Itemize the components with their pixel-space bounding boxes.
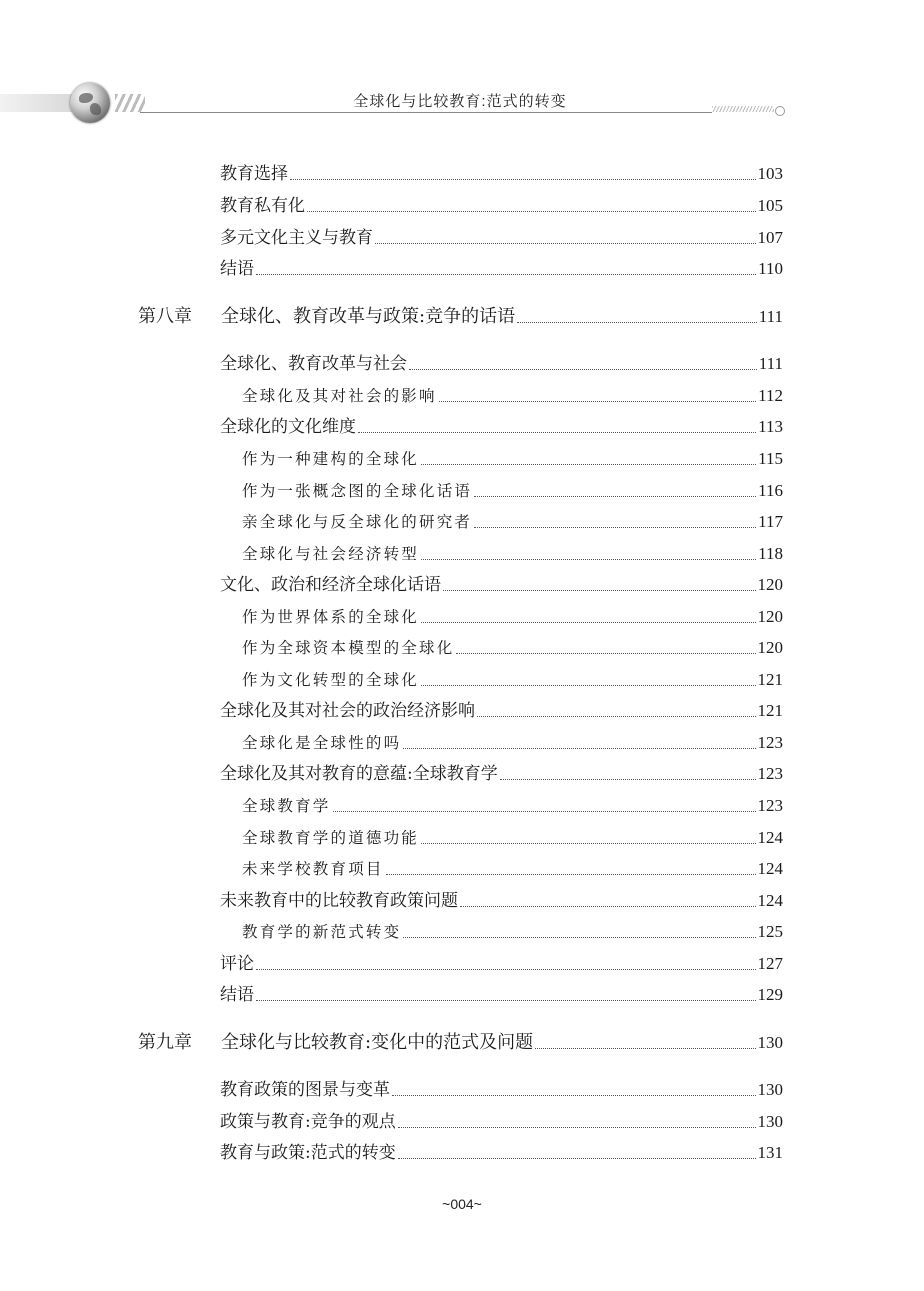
toc-entry-title: 教育与政策:范式的转变	[220, 1143, 396, 1163]
toc-entry-title: 全球化及其对社会的政治经济影响	[220, 701, 475, 721]
toc-entry-page: 115	[758, 449, 783, 468]
toc-entry-page: 120	[757, 575, 783, 594]
toc-entry-title: 全球化、教育改革与政策:竞争的话语	[221, 306, 516, 327]
toc-subsection-entry	[242, 918, 783, 942]
toc-entry-page: 103	[757, 164, 783, 183]
dot-leader	[421, 843, 755, 844]
toc-entry-page: 120	[757, 607, 783, 626]
toc-entry-title: 全球化与比较教育:变化中的范式及问题	[221, 1032, 534, 1053]
toc-section-entry	[220, 255, 783, 279]
toc-entry-page: 116	[758, 481, 783, 500]
page-number: ~004~	[442, 1196, 482, 1212]
toc-section-entry	[220, 1108, 783, 1132]
toc-entry-page: 124	[757, 828, 783, 847]
dot-leader	[398, 1158, 756, 1159]
dot-leader	[403, 937, 755, 938]
dot-leader	[474, 527, 756, 528]
toc-entry-page: 123	[757, 764, 783, 783]
toc-chapter-entry	[138, 303, 783, 327]
dot-leader	[307, 211, 756, 212]
toc-entry-page: 107	[757, 228, 783, 247]
dot-leader	[398, 1127, 756, 1128]
toc-section-entry	[220, 981, 783, 1005]
toc-entry-title: 未来学校教育项目	[242, 860, 384, 878]
globe-icon	[70, 83, 110, 123]
dot-leader	[375, 243, 756, 244]
dot-leader	[256, 969, 756, 970]
toc-entry-title: 全球化是全球性的吗	[242, 734, 402, 752]
toc-subsection-entry	[242, 634, 783, 658]
dot-leader	[256, 1000, 756, 1001]
dot-leader	[421, 559, 756, 560]
toc-entry-title: 全球教育学的道德功能	[242, 829, 420, 847]
dot-leader	[421, 685, 755, 686]
toc-section-entry	[220, 350, 783, 374]
dot-leader	[535, 1048, 755, 1049]
toc-entry-title: 作为世界体系的全球化	[242, 608, 420, 626]
toc-section-entry	[220, 413, 783, 437]
chapter-number: 第九章	[138, 1032, 192, 1053]
dot-leader	[439, 401, 756, 402]
toc-entry-page: 124	[757, 891, 783, 910]
header-rule	[140, 112, 712, 113]
toc-entry-title: 全球化、教育改革与社会	[220, 354, 407, 374]
toc-subsection-entry	[242, 477, 783, 501]
toc-section-entry	[220, 887, 783, 911]
header-hatch-decoration	[712, 106, 774, 112]
toc-section-entry	[220, 192, 783, 216]
toc-subsection-entry	[242, 666, 783, 690]
toc-entry-page: 111	[758, 354, 783, 373]
toc-entry-title: 作为一种建构的全球化	[242, 450, 420, 468]
dot-leader	[386, 874, 756, 875]
toc-entry-page: 130	[757, 1112, 783, 1131]
toc-section-entry	[220, 697, 783, 721]
dot-leader	[421, 622, 755, 623]
toc-entry-title: 全球化及其对社会的影响	[242, 387, 437, 405]
toc-entry-title: 教育政策的图景与变革	[220, 1080, 390, 1100]
dot-leader	[409, 369, 757, 370]
toc-subsection-entry	[242, 855, 783, 879]
toc-subsection-entry	[242, 540, 783, 564]
toc-entry-title: 作为全球资本模型的全球化	[242, 639, 455, 657]
dot-leader	[460, 906, 756, 907]
toc-entry-page: 117	[758, 512, 783, 531]
toc-entry-page: 121	[757, 701, 783, 720]
toc-entry-title: 教育私有化	[220, 196, 305, 216]
toc-entry-title: 作为文化转型的全球化	[242, 671, 420, 689]
toc-entry-page: 125	[757, 922, 783, 941]
toc-subsection-entry	[242, 792, 783, 816]
toc-section-entry	[220, 1139, 783, 1163]
toc-entry-title: 评论	[220, 954, 254, 974]
book-title: 全球化与比较教育:范式的转变	[353, 93, 567, 110]
toc-subsection-entry	[242, 382, 783, 406]
dot-leader	[500, 779, 756, 780]
dot-leader	[477, 716, 756, 717]
dot-leader	[358, 432, 756, 433]
toc-entry-page: 112	[758, 386, 783, 405]
toc-entry-page: 129	[757, 985, 783, 1004]
toc-entry-title: 结语	[220, 259, 254, 279]
toc-section-entry	[220, 950, 783, 974]
toc-entry-page: 118	[758, 544, 783, 563]
toc-section-entry	[220, 760, 783, 784]
toc-entry-page: 124	[757, 859, 783, 878]
toc-entry-title: 全球教育学	[242, 797, 331, 815]
dot-leader	[421, 464, 756, 465]
running-header	[0, 72, 924, 132]
toc-entry-title: 教育学的新范式转变	[242, 923, 402, 941]
dot-leader	[517, 322, 757, 323]
toc-entry-title: 政策与教育:竞争的观点	[220, 1112, 396, 1132]
header-circle-icon	[775, 106, 785, 116]
toc-entry-title: 全球化及其对教育的意蕴:全球教育学	[220, 764, 498, 784]
toc-section-entry	[220, 224, 783, 248]
toc-entry-title: 作为一张概念图的全球化话语	[242, 482, 473, 500]
toc-entry-page: 111	[758, 307, 783, 326]
toc-entry-title: 文化、政治和经济全球化话语	[220, 575, 441, 595]
toc-entry-page: 121	[757, 670, 783, 689]
dot-leader	[443, 590, 756, 591]
toc-subsection-entry	[242, 603, 783, 627]
dot-leader	[474, 496, 756, 497]
toc-entry-title: 全球化与社会经济转型	[242, 545, 420, 563]
toc-subsection-entry	[242, 729, 783, 753]
toc-section-entry	[220, 1076, 783, 1100]
dot-leader	[403, 748, 755, 749]
toc-entry-page: 130	[757, 1080, 783, 1099]
toc-entry-page: 110	[758, 259, 783, 278]
dot-leader	[456, 653, 755, 654]
dot-leader	[256, 274, 756, 275]
toc-chapter-entry	[138, 1029, 783, 1053]
toc-entry-title: 亲全球化与反全球化的研究者	[242, 513, 473, 531]
toc-subsection-entry	[242, 824, 783, 848]
toc-entry-page: 123	[757, 796, 783, 815]
toc-subsection-entry	[242, 508, 783, 532]
toc-entry-page: 105	[757, 196, 783, 215]
toc-entry-title: 未来教育中的比较教育政策问题	[220, 891, 458, 911]
dot-leader	[290, 179, 756, 180]
toc-entry-page: 131	[757, 1143, 783, 1162]
toc-entry-page: 127	[757, 954, 783, 973]
toc-entry-page: 130	[757, 1033, 783, 1052]
dot-leader	[392, 1095, 756, 1096]
toc-entry-title: 教育选择	[220, 164, 288, 184]
toc-entry-page: 113	[758, 417, 783, 436]
toc-entry-page: 120	[757, 638, 783, 657]
toc-subsection-entry	[242, 445, 783, 469]
toc-section-entry	[220, 160, 783, 184]
toc-section-entry	[220, 571, 783, 595]
toc-entry-title: 全球化的文化维度	[220, 417, 356, 437]
header-slash-decoration	[115, 94, 145, 112]
toc-entry-page: 123	[757, 733, 783, 752]
chapter-number: 第八章	[138, 306, 192, 327]
toc-entry-title: 多元文化主义与教育	[220, 228, 373, 248]
toc-entry-title: 结语	[220, 985, 254, 1005]
dot-leader	[333, 811, 756, 812]
